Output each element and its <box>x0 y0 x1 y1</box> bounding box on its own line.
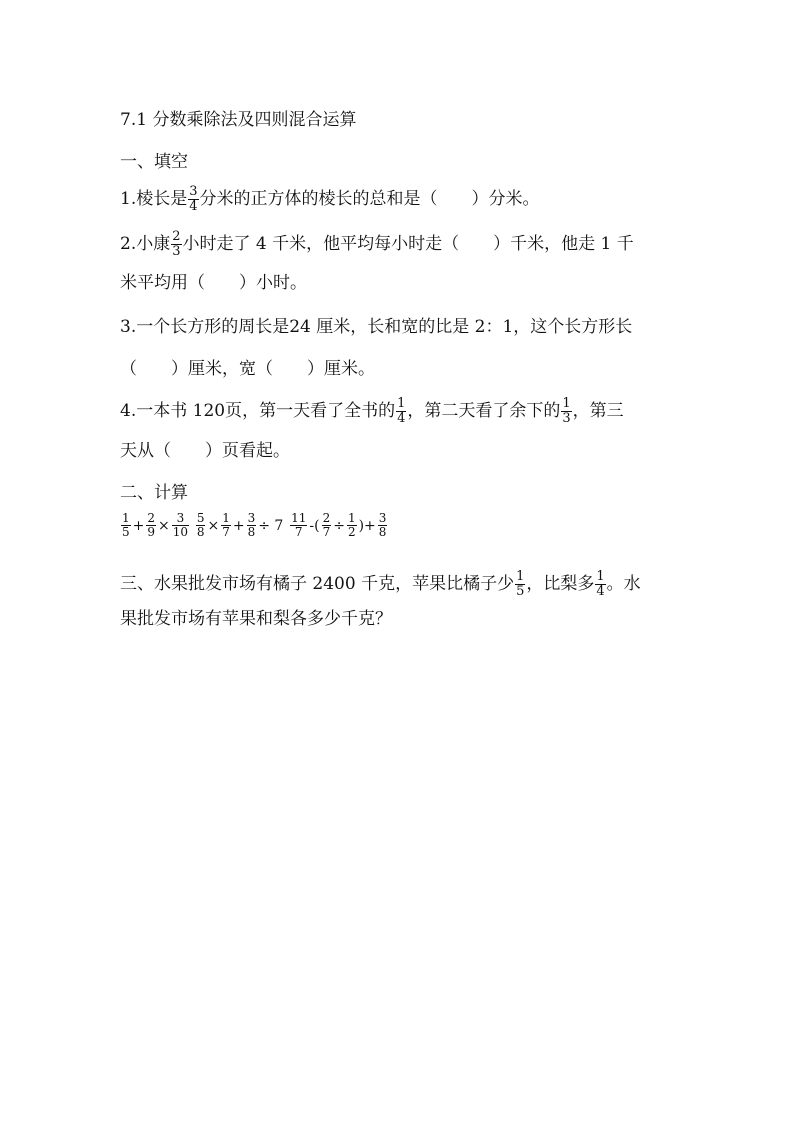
fraction <box>171 230 181 259</box>
fraction <box>378 512 388 539</box>
fraction <box>221 512 231 539</box>
operator: )+ <box>358 517 376 534</box>
question-2-text-b: 小时走了 4 千米，他平均每小时走（ ）千米，他走 1 千 <box>182 234 634 254</box>
numerator: 2 <box>172 229 181 244</box>
fraction <box>247 512 257 539</box>
denominator: 4 <box>596 584 605 599</box>
expression-3 <box>289 511 388 539</box>
fraction <box>347 512 357 539</box>
question-1-text-a: 1.棱长是 <box>120 189 188 209</box>
question-1 <box>120 185 540 214</box>
expression-2 <box>195 511 289 539</box>
denominator: 5 <box>122 525 130 539</box>
numerator: 1 <box>122 511 130 525</box>
word-problem-line-2: 果批发市场有苹果和梨各多少千克？ <box>120 609 392 629</box>
question-4-text-a: 4.一本书 120页，第一天看了全书的 <box>120 401 396 421</box>
operator: + <box>132 517 145 534</box>
denominator: 5 <box>516 584 525 599</box>
operator: -( <box>309 517 320 534</box>
operator: ÷ 7 <box>258 517 284 534</box>
denominator: 9 <box>147 525 156 539</box>
numerator: 3 <box>189 184 198 199</box>
operator: + <box>232 517 245 534</box>
numerator: 1 <box>516 569 525 584</box>
fraction <box>396 397 406 426</box>
numerator: 1 <box>596 569 605 584</box>
fraction <box>146 512 156 539</box>
denominator: 10 <box>172 525 189 539</box>
question-4-text-c: ，第三 <box>572 401 624 421</box>
question-4-line-2: 天从（ ）页看起。 <box>120 441 290 461</box>
page-title: 7.1 分数乘除法及四则混合运算 <box>120 110 357 130</box>
denominator: 4 <box>397 411 406 426</box>
question-1-text-b: 分米的正方体的棱长的总和是（ ）分米。 <box>199 189 540 209</box>
operator: × <box>207 517 220 534</box>
denominator: 4 <box>189 199 198 214</box>
numerator: 1 <box>397 396 406 411</box>
numerator: 1 <box>222 511 230 525</box>
word-problem-text-c: 。水 <box>606 574 641 594</box>
fraction <box>515 570 525 599</box>
denominator: 3 <box>172 244 181 259</box>
question-2 <box>120 230 634 259</box>
question-3-line-2: （ ）厘米，宽（ ）厘米。 <box>120 359 375 379</box>
operator: × <box>158 517 170 534</box>
denominator: 7 <box>294 525 303 539</box>
question-4 <box>120 397 624 426</box>
operator: ÷ <box>333 517 345 534</box>
question-4-text-b: ，第二天看了余下的 <box>407 401 561 421</box>
fraction <box>172 512 189 539</box>
numerator: 1 <box>562 396 571 411</box>
numerator: 3 <box>378 511 387 525</box>
denominator: 7 <box>222 525 230 539</box>
expression-1 <box>120 511 195 539</box>
numerator: 1 <box>347 511 356 525</box>
section-heading-fill-blank: 一、填空 <box>120 152 188 172</box>
denominator: 2 <box>347 525 356 539</box>
fraction <box>290 512 307 539</box>
question-2-text-a: 2.小康 <box>120 234 171 254</box>
calculation-row <box>120 512 388 539</box>
denominator: 8 <box>378 525 387 539</box>
denominator: 8 <box>247 525 256 539</box>
fraction <box>595 570 605 599</box>
numerator: 11 <box>291 511 307 525</box>
denominator: 3 <box>562 411 571 426</box>
question-2-line-2: 米平均用（ ）小时。 <box>120 273 307 293</box>
numerator: 3 <box>172 512 189 526</box>
denominator: 8 <box>196 525 205 539</box>
numerator: 2 <box>322 511 331 525</box>
word-problem-text-b: ，比梨多 <box>526 574 595 594</box>
denominator: 7 <box>322 525 331 539</box>
fraction <box>196 512 206 539</box>
fraction <box>188 185 198 214</box>
word-problem <box>120 570 641 599</box>
section-heading-calculate: 二、计算 <box>120 483 188 503</box>
numerator: 2 <box>147 511 156 525</box>
word-problem-text-a: 三、水果批发市场有橘子 2400 千克，苹果比橘子少 <box>120 574 515 594</box>
fraction <box>561 397 571 426</box>
numerator: 3 <box>247 511 256 525</box>
fraction <box>322 512 332 539</box>
fraction <box>121 512 131 539</box>
question-3: 3.一个长方形的周长是24 厘米，长和宽的比是 2：1，这个长方形长 <box>120 317 633 337</box>
numerator: 5 <box>196 511 205 525</box>
